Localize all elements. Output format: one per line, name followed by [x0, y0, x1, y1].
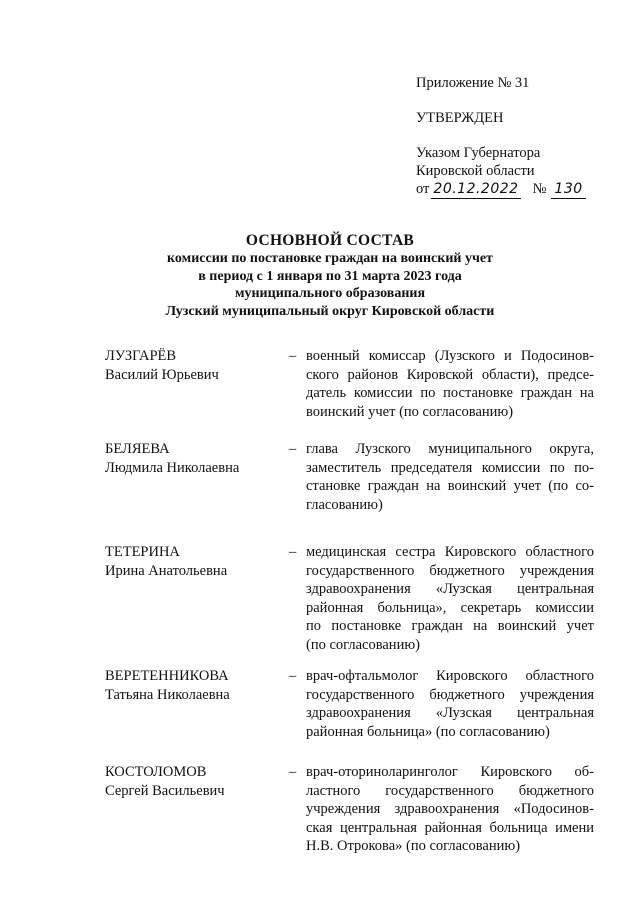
title-line-2: в период с 1 января по 31 марта 2023 года — [198, 268, 462, 284]
member-desc-line: государственного бюджетного учреждения — [306, 562, 594, 579]
member-desc-line: здравоохранения «Лузская центральная — [306, 705, 594, 722]
member-given-name: Василий Юрьевич — [105, 366, 219, 383]
handwritten-number: 130 — [551, 180, 585, 199]
member-desc-line: врач-офтальмолог Кировского областного — [306, 668, 594, 684]
member-dash: – — [289, 544, 297, 560]
appendix-number: Приложение № 31 — [416, 75, 530, 91]
member-desc-line: районная больница», секретарь комиссии — [306, 599, 594, 616]
member-desc-line: датель комиссии по постановке граждан на — [306, 385, 594, 402]
member-desc-line: ская центральная районная больница имени — [306, 819, 594, 836]
member-surname: БЕЛЯЕВА — [105, 441, 170, 457]
member-name — [105, 440, 275, 477]
member-dash: – — [289, 764, 297, 780]
member-desc-line: учреждения здравоохранения «Подосинов- — [306, 801, 594, 818]
member-description — [306, 763, 594, 856]
decree-date-line — [416, 180, 586, 199]
member-desc-line: Н.В. Отрокова» (по согласованию) — [306, 838, 521, 855]
title-line-1: комиссии по постановке граждан на воинский учет — [167, 251, 493, 266]
member-desc-line: (по согласованию) — [306, 636, 420, 653]
number-prefix: № — [532, 181, 547, 197]
approval-block — [416, 74, 586, 199]
member-desc-line: государственного бюджетного учреждения — [306, 686, 594, 703]
member-desc-line: гласованию) — [306, 496, 383, 513]
member-description — [306, 543, 594, 655]
member-desc-line: становке граждан на воинский учет (по со- — [306, 478, 594, 495]
title-line-3: муниципального образования — [234, 286, 426, 301]
member-desc-line: районная больница» (по согласованию) — [306, 723, 550, 740]
member-desc-line: заместитель председателя комиссии по по- — [306, 459, 594, 476]
decree-line-2: Кировской области — [416, 163, 535, 179]
member-name — [105, 543, 275, 580]
decree-line-1: Указом Губернатора — [416, 145, 541, 161]
member-desc-line: ластного государственного бюджетного — [306, 782, 594, 799]
member-dash: – — [289, 441, 297, 457]
title-main: ОСНОВНОЙ СОСТАВ — [245, 232, 415, 249]
member-surname: ЛУЗГАРЁВ — [105, 348, 177, 364]
member-desc-line: военный комиссар (Лузского и Подосинов- — [306, 348, 594, 364]
date-prefix: от — [416, 181, 430, 197]
title-line-4: Лузский муниципальный округ Кировской области — [165, 303, 495, 319]
member-surname: ВЕРЕТЕННИКОВА — [105, 668, 229, 684]
member-given-name: Сергей Васильевич — [105, 782, 225, 799]
approved-label: УТВЕРЖДЕН — [416, 110, 504, 126]
member-name — [105, 347, 275, 384]
member-desc-line: по постановке граждан на воинский учет — [306, 618, 594, 635]
member-dash: – — [289, 668, 297, 684]
member-desc-line: медицинская сестра Кировского областного — [306, 544, 594, 560]
member-description — [306, 347, 594, 421]
member-surname: КОСТОЛОМОВ — [105, 764, 207, 780]
handwritten-date: 20.12.2022 — [433, 181, 519, 197]
member-name — [105, 667, 275, 704]
member-given-name: Ирина Анатольевна — [105, 562, 228, 579]
member-given-name: Татьяна Николаевна — [105, 686, 230, 703]
member-description — [306, 667, 594, 741]
member-dash: – — [289, 348, 297, 364]
member-surname: ТЕТЕРИНА — [105, 544, 180, 560]
member-desc-line: воинский учет (по согласованию) — [306, 403, 514, 420]
member-desc-line: здравоохранения «Лузская центральная — [306, 581, 594, 598]
member-desc-line: ского районов Кировской области), предсе- — [306, 366, 594, 383]
member-description — [306, 440, 594, 514]
member-desc-line: врач-оториноларинголог Кировского об- — [306, 764, 594, 780]
member-given-name: Людмила Николаевна — [105, 459, 240, 476]
document-title — [80, 231, 580, 320]
member-name — [105, 763, 275, 800]
member-desc-line: глава Лузского муниципального округа, — [306, 441, 594, 457]
